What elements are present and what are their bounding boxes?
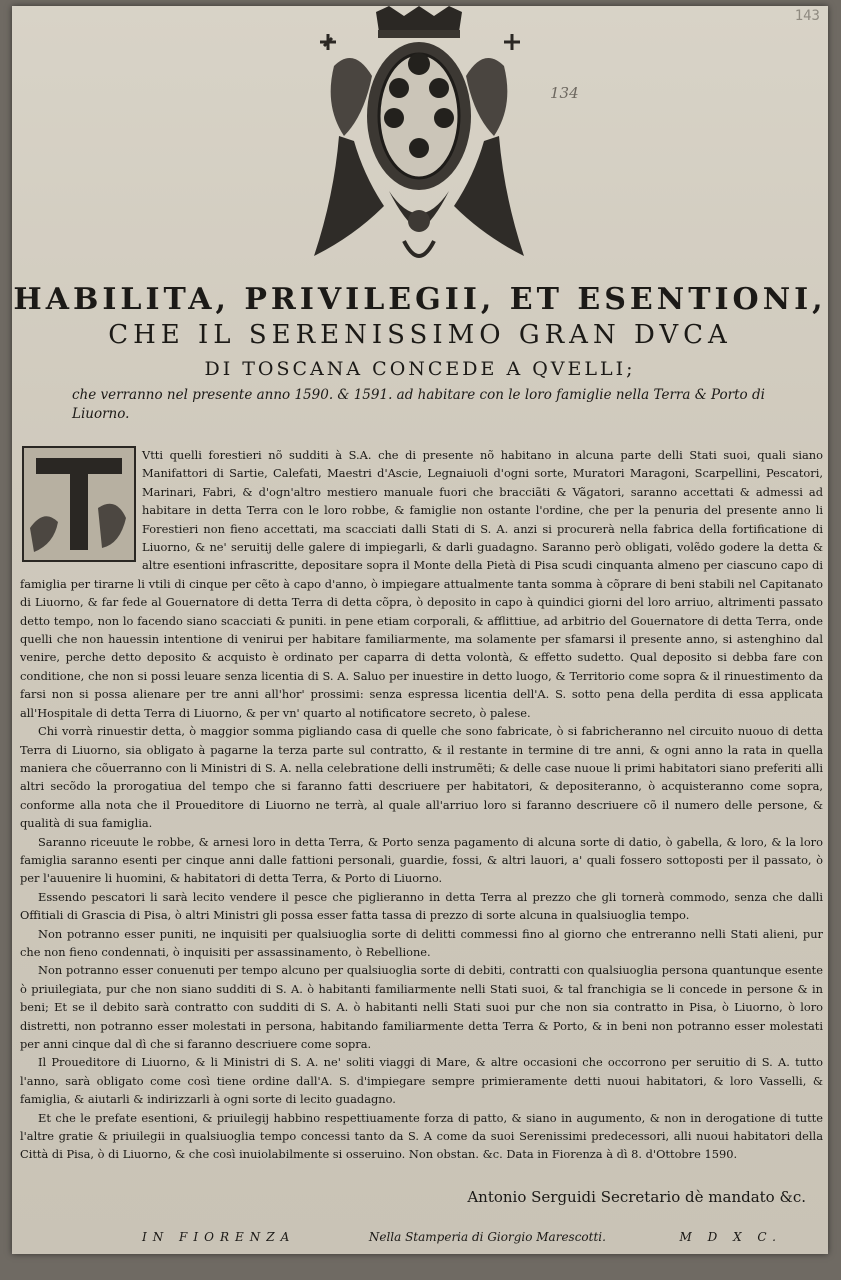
proclamation-body — [20, 446, 823, 1164]
decorated-initial-t-emblem — [22, 446, 136, 562]
imprint-line — [142, 1230, 782, 1244]
paragraph: Non potranno esser puniti, ne inquisiti per qualsiuoglia sorte di delitti commessi fino al giorno che entreranno nelli Stati alieni, pur che non fieno condennati, ò inquisiti per assassinamento, ò Rebellione. — [20, 926, 823, 959]
heading-subtitle: che verranno nel presente anno 1590. & 1591. ad habitare con le loro famiglie nella Terra & Porto di Liuorno. — [72, 387, 765, 422]
medici-coat-of-arms-emblem — [294, 6, 544, 276]
signature-line: Antonio Serguidi Secretario dè mandato &c. — [467, 1188, 806, 1206]
heading-line-3: DI TOSCANA CONCEDE A QVELLI; — [204, 358, 636, 380]
heading-line-1: HABILITA, PRIVILEGII, ET ESENTIONI, — [13, 282, 827, 317]
paragraph: Chi vorrà rinuestir detta, ò maggior somma pigliando casa di quelle che sono fabricate, ò si fabricheranno nel circuito nuouo di detta Terra di Liuorno, sia obligato à pagarne la terza parte sul contratto, & il restante in termine di tre anni, & ogni anno la rata in quella maniera che cõuerranno con li Ministri di S. A. nella celebratione delli instrumẽti; & delle case nuoue li primi habitatori siano preferiti alli altri secõdo la prorogatiua del tempo che si faranno fatti descriuere per habitatori, & depositeranno, ò acquisteranno come sopra, conforme alla nota che il Proueditore di Liuorno ne terrà, al quale all'arriuo loro si faranno descriuere cõ il numero delle persone, & qualità di sua famiglia. — [20, 724, 823, 831]
imprint-printer: Nella Stamperia di Giorgio Marescotti. — [368, 1230, 606, 1244]
imprint-city: IN FIORENZA — [142, 1230, 296, 1244]
paragraph: Non potranno esser conuenuti per tempo alcuno per qualsiuoglia sorte di debiti, contratti con qualsiuoglia persona quantunque esente ò priuilegiata, pur che non siano sudditi di S. A. ò habitanti familiarmente nelli Stati suoi, & tal franchigia se li concede in persone & in beni; Et se il debito sarà contratto con sudditi di S. A. ò habitanti nelli Stati suoi pur che non sia contratto in Pisa, ò Liuorno, ò loro distretti, non potranno esser molestati in persona, habitando familiarmente detta Terra & Porto, & in beni non potranno esser molestati per anni cinque dal dì che si faranno descriuere come sopra. — [20, 963, 823, 1051]
pencil-annotation: 134 — [550, 84, 579, 102]
imprint-year: M D X C. — [679, 1230, 782, 1244]
archive-number: 143 — [794, 8, 820, 24]
paragraph: Il Proueditore di Liuorno, & li Ministri di S. A. ne' soliti viaggi di Mare, & altre occasioni che occorrono per seruitio di S. A. tutto l'anno, sarà obligato come così tiene ordine dall'A. S. d'impiegare sempre primieramente detti nuoui habitatori, & loro Vasselli, & famiglia, & aiutarli & indirizzarli à ogni sorte di lecito guadagno. — [20, 1055, 823, 1107]
heading-line-2: CHE IL SERENISSIMO GRAN DVCA — [108, 320, 732, 350]
paragraph: Essendo pescatori li sarà lecito vendere il pesce che piglieranno in detta Terra al prezzo che gli tornerà commodo, senza che dalli Offitiali di Grascia di Pisa, ò altri Ministri gli possa esser fatta tassa di prezzo di sorte alcuna in qualsiuoglia tempo. — [20, 889, 823, 923]
paragraph: Vtti quelli forestieri nõ sudditi à S.A. che di presente nõ habitano in alcuna parte delli Stati suoi, quali siano Manifattori di Sartie, Calefati, Maestri d'Ascie, Legnaiuoli d'ogni sorte, Muratori Maragoni, Scarpellini, Pescatori, Marinari, Fabri, & d'ogn'altro mestiero manuale fuori che bracciãti & Vãgatori, saranno accettati & admessi ad habitare in detta Terra con le loro robbe, & famiglie non ostante l'ordine, che per la penuria del presente anno li Forestieri non fieno accettati, ma scacciati dalli Stati di S. A. anzi si procurerà nella fabrica della fortificatione di Liuorno, & ne' seruitij delle galere di impiegarli, & darli guadagno. Saranno però obligati, volẽdo godere la detta & altre esentioni infrascritte, depositare sopra il Monte della Pietà di Pisa scudi cinquanta almeno per ciascuno capo di famiglia per tirarne li vtili di cinque per cẽto à capo d'anno, ò impiegare attualmente tanta somma à cõprare di beni stabili nel Capitanato di Liuorno, & far fede al Gouernatore di detta Terra di detta cõpra, ò deposito in capo à quindici giorni del loro arriuo, altrimenti passato detto tempo, non lo facendo siano scacciati & puniti. in pene etiam corporali, & afflittiue, ad arbitrio del Gouernatore di detta Terra, onde quelli che non hauessin intentione di venirui per habitare familiarmente, ma solamente per sfamarsi il presente anno, si astenghino dal venire, perche detto deposito & acquisto è ordinato per caparra di detta volontà, & effetto sudetto. Qual deposito si debba fare con conditione, che non si possi leuare senza licentia di S. A. Saluo per inuestire in detto luogo, & Territorio come sopra & il rinuestimento da farsi non si possa alienare per tre anni all'hor' prossimi: senza espressa licentia dell'A. S. sotto pena della perdita di essa applicata all'Hospitale di detta Terra di Liuorno, & per vn' quarto al notificatore secreto, ò palese. — [20, 448, 823, 720]
document-sheet — [12, 6, 828, 1254]
paragraph: Saranno riceuute le robbe, & arnesi loro in detta Terra, & Porto senza pagamento di alcuna sorte di datio, ò gabella, & loro, & la loro famiglia saranno esenti per cinque anni dalle fattioni personali, guardie, fossi, & altri lauori, a' quali fossero sottoposti per il passato, ò per l'auuenire li huomini, & habitatori di detta Terra, & Porto di Liuorno. — [20, 834, 823, 886]
paragraph: Et che le prefate esentioni, & priuilegij habbino respettiuamente forza di patto, & siano in augumento, & non in derogatione di tutte l'altre gratie & priuilegii in qualsiuoglia tempo concessi tanto da S. A come da suoi Serenissimi predecessori, alli nuoui habitatori della Città di Pisa, ò di Liuorno, & che così inuiolabilmente si osseruino. Non obstan. &c. Data in Fiorenza à dì 8. d'Ottobre 1590. — [20, 1110, 823, 1162]
